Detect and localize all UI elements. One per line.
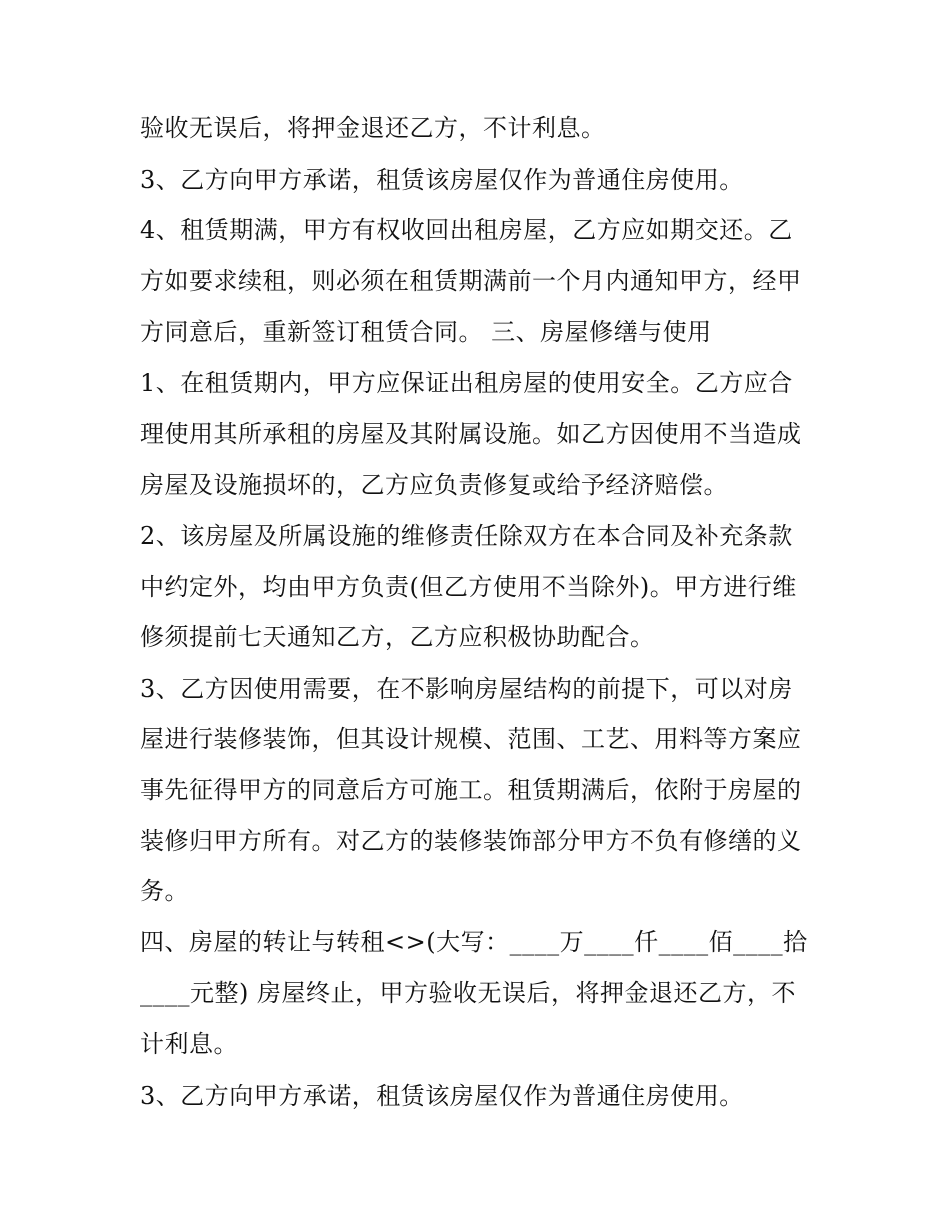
text-line-5: 方同意后，重新签订租赁合同。 三、房屋修缮与使用 bbox=[140, 318, 712, 346]
text-line-11: 修须提前七天通知乙方，乙方应积极协助配合。 bbox=[140, 623, 655, 651]
text-line-15: 装修归甲方所有。对乙方的装修装饰部分甲方不负有修缮的义 bbox=[140, 827, 802, 855]
text-line-4: 方如要求续租，则必须在租赁期满前一个月内通知甲方，经甲 bbox=[140, 267, 802, 295]
text-line-18: ____元整) 房屋终止，甲方验收无误后，将押金退还乙方，不 bbox=[140, 979, 796, 1007]
text-line-9: 2、该房屋及所属设施的维修责任除双方在本合同及补充条款 bbox=[140, 522, 793, 550]
text-line-17: 四、房屋的转让与转租<>(大写：____万____仟____佰____拾 bbox=[140, 928, 808, 956]
text-line-19: 计利息。 bbox=[140, 1030, 238, 1058]
text-line-3: 4、租赁期满，甲方有权收回出租房屋，乙方应如期交还。乙 bbox=[140, 216, 793, 244]
text-line-6: 1、在租赁期内，甲方应保证出租房屋的使用安全。乙方应合 bbox=[140, 369, 793, 397]
text-line-1: 验收无误后，将押金退还乙方，不计利息。 bbox=[140, 114, 606, 142]
text-line-10: 中约定外，均由甲方负责(但乙方使用不当除外)。甲方进行维 bbox=[140, 573, 797, 601]
text-line-13: 屋进行装修装饰，但其设计规模、范围、工艺、用料等方案应 bbox=[140, 725, 802, 753]
text-line-14: 事先征得甲方的同意后方可施工。租赁期满后，依附于房屋的 bbox=[140, 776, 802, 804]
text-line-12: 3、乙方因使用需要，在不影响房屋结构的前提下，可以对房 bbox=[140, 675, 793, 703]
text-line-2: 3、乙方向甲方承诺，租赁该房屋仅作为普通住房使用。 bbox=[140, 166, 744, 194]
text-line-16: 务。 bbox=[140, 877, 189, 905]
text-line-7: 理使用其所承租的房屋及其附属设施。如乙方因使用不当造成 bbox=[140, 420, 802, 448]
text-line-8: 房屋及设施损坏的，乙方应负责修复或给予经济赔偿。 bbox=[140, 471, 728, 499]
text-line-20: 3、乙方向甲方承诺，租赁该房屋仅作为普通住房使用。 bbox=[140, 1082, 744, 1110]
